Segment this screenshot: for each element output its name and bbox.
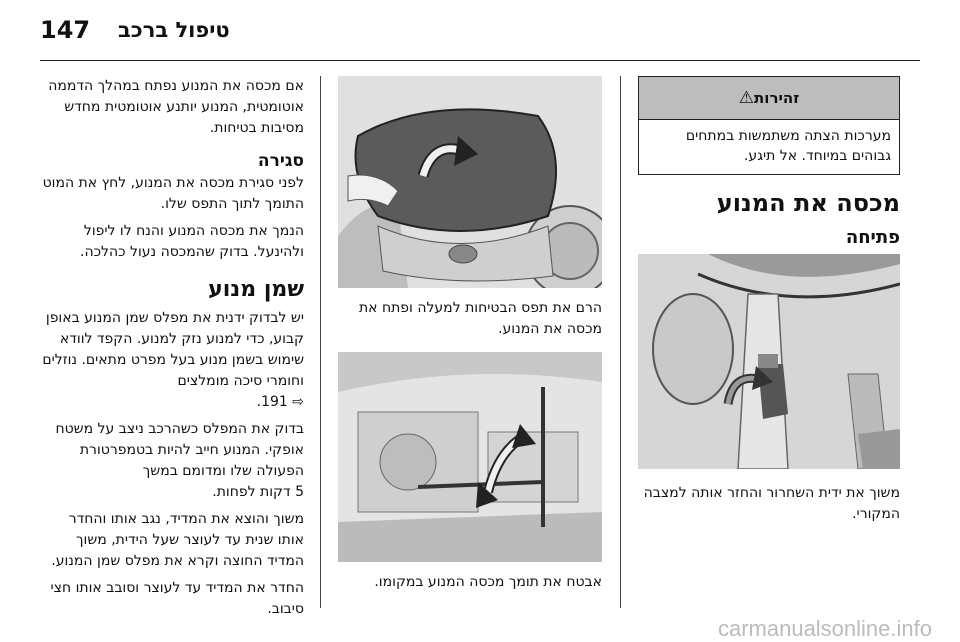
right-column (638, 76, 900, 525)
warning-triangle-icon: ⚠ (738, 88, 755, 108)
page-number: 147 (40, 16, 91, 44)
warning-box (638, 76, 900, 175)
figure-caption-lift: הרם את תפס הבטיחות למעלה ופתח את מכסה את המנוע. (358, 300, 602, 337)
hood-stay-illustration (338, 352, 602, 562)
figure-caption-stay: אבטח את תומך מכסה המנוע במקומו. (374, 574, 602, 590)
oil-paragraph-4: משוך והוצא את המדיד, נגב אותו והחדר אותו שנית עד לעוצר שעל הידית, משוך המדיד החוצה וקרא את מפלס שמן המנוע. (51, 511, 304, 569)
warning-header (639, 77, 899, 120)
closing-paragraph-2: הנמך את מכסה המנוע והנח לו ליפול ולהינעל. בדוק שהמכסה נעול כהלכה. (80, 223, 304, 260)
section-title: מכסה את המנוע (716, 189, 900, 217)
header-rule (40, 60, 920, 61)
warning-title: זהירות (754, 89, 800, 107)
intro-paragraph: אם מכסה את המנוע נפתח במהלך הדממה אוטומטית, המנוע יותנע אוטומטית מחדש מסיבות בטיחות. (48, 78, 304, 136)
closing-title: סגירה (257, 151, 304, 171)
watermark: carmanualsonline.info (717, 616, 932, 641)
oil-paragraph-5: החדר את המדיד עד לעוצר וסובב אותו חצי סיבוב. (50, 580, 304, 617)
middle-column (338, 76, 602, 593)
oil-section-title: שמן מנוע (208, 277, 304, 302)
figure-hood-release-lever (638, 254, 900, 469)
page-header (0, 0, 960, 62)
column-divider-left (320, 76, 321, 608)
closing-paragraph-1: לפני סגירת מכסה את המנוע, לחץ את המוט התומך לתוך התפס שלו. (42, 175, 304, 212)
oil-page-reference[interactable]: ⇨ 191. (256, 394, 304, 410)
left-column (40, 76, 304, 620)
figure-hood-stay (338, 352, 602, 562)
figure-lift-hood (338, 76, 602, 288)
hood-release-illustration (638, 254, 900, 469)
column-divider-right (620, 76, 621, 608)
oil-paragraph-2: בדוק את המפלס כשהרכב ניצב על משטח אופקי. המנוע חייב להיות בטמפרטורת הפעולה שלו ומדומם במשך (55, 421, 304, 479)
subsection-title: פתיחה (845, 227, 900, 248)
lift-hood-illustration (338, 76, 602, 288)
chapter-title: טיפול ברכב (118, 18, 230, 42)
oil-paragraph-3: 5 דקות לפחות. (212, 484, 304, 500)
oil-paragraph-1: יש לבדוק ידנית את מפלס שמן המנוע באופן קבוע, כדי למנוע נזק למנוע. הקפד לוודא שימוש בשמן מנוע בעל מפרט מתאים. נוזלים וחומרי סיכה מומלצים (42, 310, 304, 389)
figure-caption-release: משוך את ידית השחרור והחזר אותה למצבה המקורי. (643, 485, 900, 522)
warning-text: מערכות הצתה משתמשות במתחים גבוהים במיוחד. אל תיגע. (685, 128, 891, 164)
